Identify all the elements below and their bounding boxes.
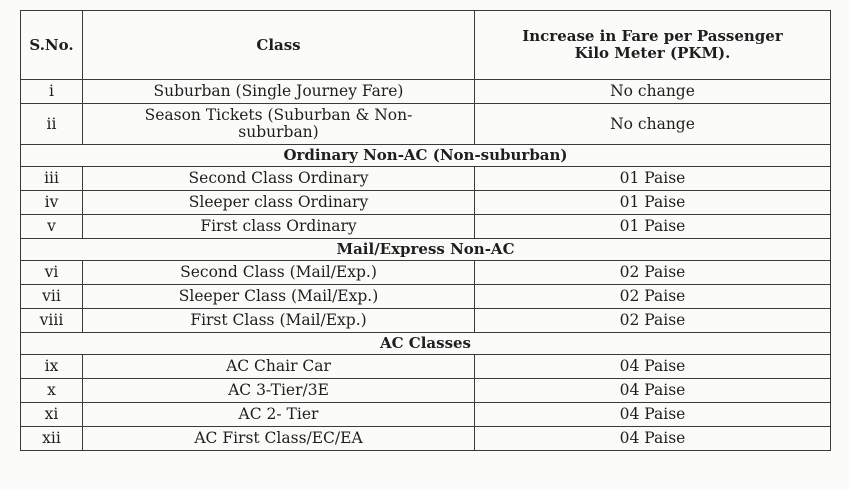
table-row <box>21 167 831 191</box>
row-sno: vi <box>21 261 83 285</box>
table-row <box>21 309 831 333</box>
section-heading: Mail/Express Non-AC <box>21 239 831 261</box>
table-row <box>21 80 831 104</box>
row-class: AC 3-Tier/3E <box>83 379 475 403</box>
row-sno: ix <box>21 355 83 379</box>
row-increase: No change <box>475 80 831 104</box>
table-row <box>21 355 831 379</box>
row-sno: viii <box>21 309 83 333</box>
row-class: AC Chair Car <box>83 355 475 379</box>
row-class: Second Class (Mail/Exp.) <box>83 261 475 285</box>
row-class: Second Class Ordinary <box>83 167 475 191</box>
row-increase: 02 Paise <box>475 309 831 333</box>
row-sno: i <box>21 80 83 104</box>
section-row <box>21 239 831 261</box>
row-class-line2: suburban) <box>238 123 319 141</box>
row-sno: v <box>21 215 83 239</box>
table-row <box>21 379 831 403</box>
table-header-row <box>21 11 831 80</box>
header-class: Class <box>83 11 475 80</box>
row-sno: vii <box>21 285 83 309</box>
row-class: Sleeper Class (Mail/Exp.) <box>83 285 475 309</box>
header-sno: S.No. <box>21 11 83 80</box>
header-increase <box>475 11 831 80</box>
row-class: First Class (Mail/Exp.) <box>83 309 475 333</box>
row-increase: 01 Paise <box>475 167 831 191</box>
table-row <box>21 261 831 285</box>
table-row <box>21 427 831 451</box>
section-row <box>21 145 831 167</box>
table-row <box>21 104 831 145</box>
row-class <box>83 104 475 145</box>
section-heading: AC Classes <box>21 333 831 355</box>
row-sno: iii <box>21 167 83 191</box>
row-increase: 04 Paise <box>475 379 831 403</box>
row-sno: ii <box>21 104 83 145</box>
row-sno: iv <box>21 191 83 215</box>
section-row <box>21 333 831 355</box>
row-class: Sleeper class Ordinary <box>83 191 475 215</box>
row-increase: 04 Paise <box>475 355 831 379</box>
table-row <box>21 285 831 309</box>
row-increase: 04 Paise <box>475 403 831 427</box>
table-row <box>21 215 831 239</box>
row-increase: No change <box>475 104 831 145</box>
row-class: First class Ordinary <box>83 215 475 239</box>
row-sno: x <box>21 379 83 403</box>
row-class: AC 2- Tier <box>83 403 475 427</box>
header-increase-line1: Increase in Fare per Passenger <box>522 27 783 45</box>
section-heading: Ordinary Non-AC (Non-suburban) <box>21 145 831 167</box>
row-class: Suburban (Single Journey Fare) <box>83 80 475 104</box>
table-row <box>21 191 831 215</box>
fare-increase-table <box>20 10 831 451</box>
row-increase: 02 Paise <box>475 261 831 285</box>
row-sno: xi <box>21 403 83 427</box>
header-increase-line2: Kilo Meter (PKM). <box>574 44 731 62</box>
row-increase: 04 Paise <box>475 427 831 451</box>
row-class: AC First Class/EC/EA <box>83 427 475 451</box>
row-increase: 02 Paise <box>475 285 831 309</box>
row-sno: xii <box>21 427 83 451</box>
row-increase: 01 Paise <box>475 191 831 215</box>
table-row <box>21 403 831 427</box>
row-increase: 01 Paise <box>475 215 831 239</box>
row-class-line1: Season Tickets (Suburban & Non- <box>144 106 413 124</box>
